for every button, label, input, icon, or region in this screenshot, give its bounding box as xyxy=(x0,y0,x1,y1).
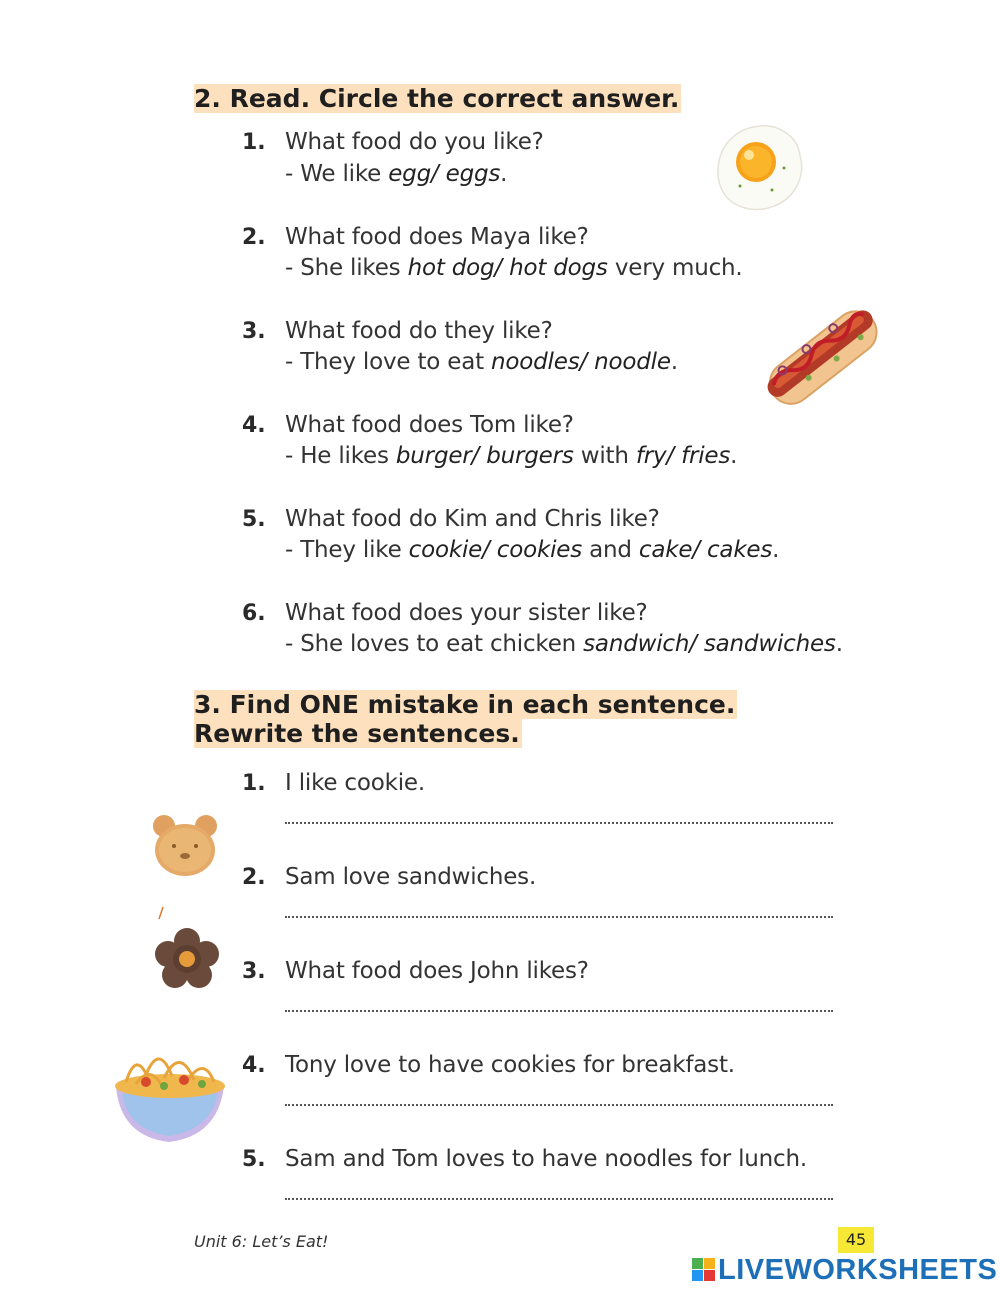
sentence-number: 1. xyxy=(242,771,266,796)
question-number: 4. xyxy=(242,413,266,438)
answer-blank[interactable] xyxy=(285,1104,833,1106)
question-text: What food does your sister like? xyxy=(285,600,648,626)
liveworksheets-brand[interactable] xyxy=(692,1254,997,1286)
sentence-text: Sam and Tom loves to have noodles for lunch. xyxy=(285,1146,807,1172)
question-text: What food does Maya like? xyxy=(285,224,589,250)
liveworksheets-logo-icon xyxy=(692,1258,716,1282)
crumb-mark-icon xyxy=(157,906,165,920)
section-3-heading: 3. Find ONE mistake in each sentence. Rewrite the sentences. xyxy=(194,690,736,748)
section-2-heading: 2. Read. Circle the correct answer. xyxy=(194,84,680,113)
question-text: What food do you like? xyxy=(285,129,544,155)
sentence-text: Tony love to have cookies for breakfast. xyxy=(285,1052,735,1078)
answer-line: - We like egg/ eggs. xyxy=(285,161,508,187)
answer-blank[interactable] xyxy=(285,1198,833,1200)
question-number: 2. xyxy=(242,225,266,250)
sentence-number: 5. xyxy=(242,1147,266,1172)
answer-options-2[interactable]: fry/ fries xyxy=(635,443,731,469)
fried-egg-icon xyxy=(712,120,808,216)
answer-options[interactable]: noodles/ noodle xyxy=(491,349,671,375)
sentence-text: What food does John likes? xyxy=(285,958,589,984)
sentence-text: Sam love sandwiches. xyxy=(285,864,537,890)
answer-options[interactable]: cookie/ cookies xyxy=(408,537,582,563)
bear-cookie-icon xyxy=(150,810,220,880)
flower-cookie-icon xyxy=(155,928,219,990)
sentence-number: 2. xyxy=(242,865,266,890)
answer-blank[interactable] xyxy=(285,916,833,918)
noodle-bowl-icon xyxy=(106,1036,232,1146)
question-number: 5. xyxy=(242,507,266,532)
answer-blank[interactable] xyxy=(285,1010,833,1012)
answer-options-2[interactable]: cake/ cakes xyxy=(638,537,773,563)
answer-options[interactable]: egg/ eggs xyxy=(388,161,501,187)
answer-line: - They love to eat noodles/ noodle. xyxy=(285,349,678,375)
sentence-text: I like cookie. xyxy=(285,770,425,796)
question-text: What food do they like? xyxy=(285,318,553,344)
question-number: 3. xyxy=(242,319,266,344)
question-number: 6. xyxy=(242,601,266,626)
question-text: What food do Kim and Chris like? xyxy=(285,506,660,532)
answer-line: - She likes hot dog/ hot dogs very much. xyxy=(285,255,743,281)
page-number: 45 xyxy=(838,1227,874,1253)
brand-text: LIVEWORKSHEETS xyxy=(718,1253,998,1286)
answer-options[interactable]: sandwich/ sandwiches xyxy=(583,631,836,657)
sentence-number: 4. xyxy=(242,1053,266,1078)
answer-line: - She loves to eat chicken sandwich/ sandwiches. xyxy=(285,631,843,657)
answer-options[interactable]: burger/ burgers xyxy=(395,443,574,469)
answer-line: - He likes burger/ burgers with fry/ fries. xyxy=(285,443,738,469)
question-number: 1. xyxy=(242,130,266,155)
hot-dog-icon xyxy=(752,285,892,427)
unit-label: Unit 6: Let’s Eat! xyxy=(194,1232,329,1251)
answer-line: - They like cookie/ cookies and cake/ cakes. xyxy=(285,537,780,563)
answer-blank[interactable] xyxy=(285,822,833,824)
answer-options[interactable]: hot dog/ hot dogs xyxy=(407,255,608,281)
question-text: What food does Tom like? xyxy=(285,412,574,438)
sentence-number: 3. xyxy=(242,959,266,984)
